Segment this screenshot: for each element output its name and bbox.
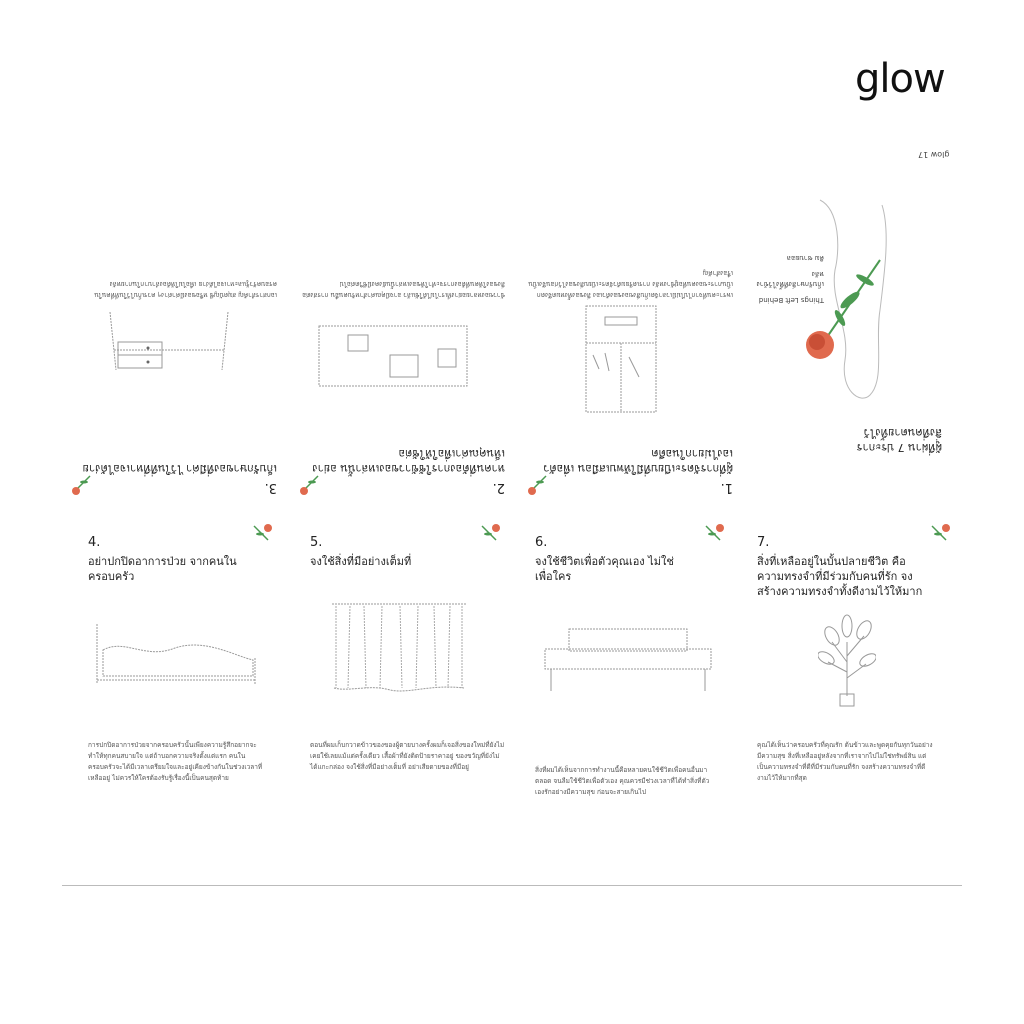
item-body: เพราะคนที่จากไปไม่มีเวลาจัดเก็บสิ่งของของตัวเอง สิ่งของทั้งหมดจึงตกเป็นภาระของคนที่อยู่ข้างหลัง การเตรียมตัวจัดระเบียบสิ่งของไว้ก่อนจึงเป็นเรื่องสำคัญ xyxy=(528,269,733,299)
item-5-body: ตอนที่ผมเก็บกวาดข้าวของของผู้ตายบางครั้งผมก็เจอสิ่งของใหม่ที่ยังไม่เคยใช้เลยแม้แต่ครั้งเดียว เสื้อผ้าที่ยังติดป้ายราคาอยู่ ของขวัญที่ยังไม่ได้แกะกล่อง จงใช้สิ่งที่มีอย่างเต็มที่ อย่าเสียดายของที่มีอยู่ xyxy=(310,741,505,771)
item-7-body: คุณได้เห็นว่าครอบครัวที่คุณรัก ต้นข้าวและพูดคุยกันทุกวันอย่างมีความสุข สิ่งที่เหลืออยู่หลังจากที่เราจากไปไม่ใช่ทรัพย์สิน แต่เป็นความทรงจำที่ดีที่มีร่วมกับคนที่รัก จงสร้างความทรงจำที่ดีงามไว้ให้มากที่สุด xyxy=(757,741,933,782)
item-4-body: การปกปิดอาการป่วยจากครอบครัวนั้นเพียงความรู้สึกอยากจะทำให้ทุกคนสบายใจ แต่ถ้าบอกความจริงตั้งแต่แรก คนในครอบครัวจะได้มีเวลาเตรียมใจและอยู่เคียงข้างกันในช่วงเวลาที่เหลืออยู่ ไม่ควรให้ใครต้องรับรู้เรื่องนี้เป็นคนสุดท้าย xyxy=(88,741,263,782)
item-title: หาคนที่ต้องการใช้ข้าวของเหล่านั้น อย่างเห็นคุณค่าเพื่อให้ใช้ต่อ xyxy=(312,447,505,475)
page-number: glow 17 xyxy=(918,150,950,159)
item-number: 1. xyxy=(720,480,733,495)
item-title: จงใช้สิ่งที่มีอย่างเต็มที่ xyxy=(310,555,412,568)
rose-icon xyxy=(250,520,274,548)
intro-subtitle: สิ่งที่คนตายทิ้งไว้ xyxy=(863,426,942,439)
item-number: 7. xyxy=(757,535,770,550)
rose-icon xyxy=(526,470,550,498)
rose-icon xyxy=(70,470,94,498)
brand-logo: glow xyxy=(855,56,945,102)
item-number: 4. xyxy=(88,535,101,550)
book-author: คิม ซาบยอล xyxy=(786,254,824,262)
rose-icon xyxy=(928,520,952,548)
item-6-body: สิ่งที่ผมได้เห็นจากการทำงานนี้คือหลายคนใช้ชีวิตเพื่อคนอื่นมาตลอด จนลืมใช้ชีวิตเพื่อตัวเอง คุณควรมีช่วงเวลาที่ได้ทำสิ่งที่ตัวเองรักอย่างมีความสุข ก่อนจะสายเกินไป xyxy=(535,766,710,796)
item-title: เก็บรักษาของที่มีค่า ไว้ในที่ที่หาเจอได้ง่าย xyxy=(82,462,277,475)
room-plan-illustration xyxy=(318,325,468,387)
rose-icon xyxy=(478,520,502,548)
curtain-illustration xyxy=(330,600,468,692)
intro-title: ผู้ที่ผ่าน 7 ประการ xyxy=(856,441,942,454)
rose-icon xyxy=(702,520,726,548)
item-number: 3. xyxy=(264,480,277,495)
sofa-illustration xyxy=(543,625,713,693)
book-title-en: Things Left Behind xyxy=(758,296,824,304)
item-number: 2. xyxy=(492,480,505,495)
item-title: ผู้ที่การจัดระเบียบที่มีให้พบเสมือน เพื่อตัวเองไม่ยากในอดีต xyxy=(543,447,733,475)
item-body: ข้าวของหลายอย่างที่เราไม่ได้ใช้แล้ว อาจมีคุณค่าสำหรับคนอื่น การส่งต่อสิ่งของให้คนที่ต้องการจะทำให้ของเหล่านั้นยังคงมีชีวิตต่อไป xyxy=(302,280,505,299)
plant-illustration xyxy=(818,612,876,708)
book-title-th: เก็บรักษาสิ่งที่ทิ้งไว้ข้างหลัง xyxy=(756,270,824,288)
item-title: อย่าปกปิดอาการป่วย จากคนในครอบครัว xyxy=(88,555,237,583)
rose-icon xyxy=(298,470,322,498)
item-title: จงใช้ชีวิตเพื่อตัวคุณเอง ไม่ใช่เพื่อใคร xyxy=(535,555,674,583)
bed-illustration xyxy=(95,620,257,686)
item-body: เอกสารสำคัญ สมุดบัญชี หรือของมีค่าต่างๆ ควรเก็บไว้ในที่ที่คนในครอบครัวรู้และหาเจอได้ง่าย เพื่อไม่ให้ต้องลำบากในภายหลัง xyxy=(94,280,277,299)
rose-silhouette-illustration xyxy=(790,190,900,410)
cabinet-illustration xyxy=(108,310,230,372)
item-title: สิ่งที่เหลืออยู่ในบั้นปลายชีวิต คือความทรงจำที่มีร่วมกับคนที่รัก จงสร้างความทรงจำทั้งดีงามไว้ให้มาก xyxy=(757,555,923,598)
item-number: 6. xyxy=(535,535,548,550)
bottom-divider xyxy=(62,885,962,886)
item-number: 5. xyxy=(310,535,323,550)
wardrobe-illustration xyxy=(585,305,657,413)
